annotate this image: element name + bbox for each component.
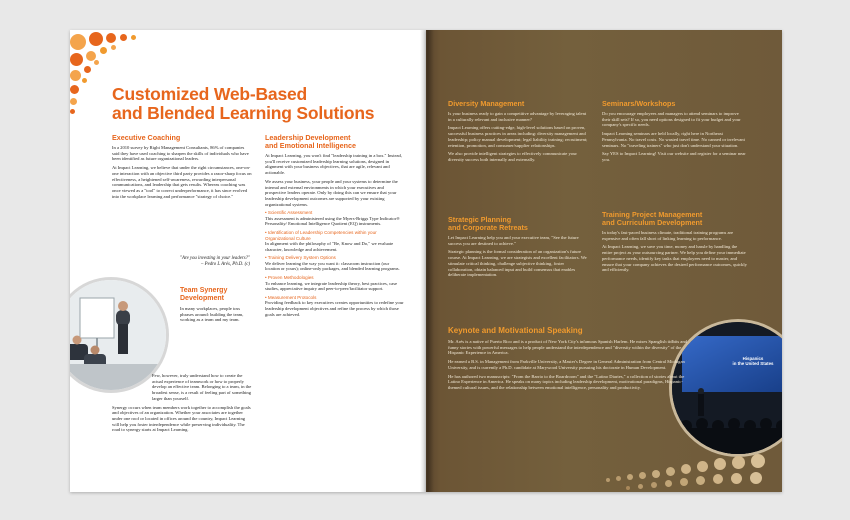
decor-dot [94, 60, 99, 65]
strategic-heading-line: and Corporate Retreats [448, 223, 528, 232]
bullet-body: In alignment with the philosophy of "Be, Know and Do," we evaluate character, knowledge and achievement. [265, 240, 394, 252]
team-synergy-section [180, 287, 250, 326]
bullet-title: • Identification of Leadership Competencies within your Organizational Culture [265, 230, 377, 241]
decor-dot [70, 98, 77, 105]
decor-dot [89, 32, 103, 46]
curriculum-heading [602, 211, 747, 227]
strategic-paragraph: Let Impact Learning help you and your executive team, "See the future success you are destined to achieve." [448, 235, 579, 246]
strategic-paragraph: Strategic planning is the formal consideration of an organization's future course. At Impact Learning, we are strategists and excellent facilitators. We stimulate critical thinking, challenge subjective thinking, foster collaboration, obtain balanced input and build consensus that enables deliberate implementation. [448, 249, 587, 278]
decor-dot [638, 484, 643, 489]
keynote-photo [672, 322, 782, 454]
decor-dot [627, 474, 633, 480]
auditorium-illustration [672, 322, 782, 454]
leadership-heading [265, 134, 405, 150]
keynote-heading: Keynote and Motivational Speaking [448, 326, 583, 335]
curriculum-paragraph: In today's fast-paced business climate, traditional training programs are expensive and often fall short of linking learning to performance. [602, 230, 734, 241]
bullet-title: • Proven Methodologies [265, 275, 314, 281]
bullet-title: • Scientific Assessment [265, 210, 313, 216]
team-paragraph: Synergy occurs when team members work together to accomplish the goals and objectives of an organization. Whether your associates are together under one roof or located in offices around the country, Impact Learning will help you foster interdependence while preserving individuality. The road to synergy starts at Impact Learning. [112, 404, 251, 433]
seminars-section [602, 100, 747, 166]
leadership-bullet [265, 295, 405, 318]
decor-dot [111, 45, 116, 50]
decor-dot [70, 53, 83, 66]
headline-line-2: and Blended Learning Solutions [112, 103, 375, 123]
team-heading-line: Development [180, 295, 224, 302]
decor-dot [626, 486, 630, 490]
decor-dot [696, 476, 705, 485]
decor-dot [606, 478, 610, 482]
decor-dot [70, 109, 75, 114]
bullet-body: To enhance learning, we integrate leadership theory, best practices, case studies, appreciative inquiry and peer-to-peer/facilitator support. [265, 280, 398, 292]
executive-coaching-heading: Executive Coaching [112, 133, 181, 142]
curriculum-heading-line: and Curriculum Development [602, 218, 703, 227]
leadership-bullet [265, 230, 405, 252]
decor-dot [82, 78, 87, 83]
bullet-title: • Training Delivery System Options [265, 255, 336, 261]
decor-dot [70, 70, 81, 81]
headline [112, 85, 412, 123]
decor-dot [731, 473, 742, 484]
bullet-body: We deliver learning the way you want it: classroom instruction (our location or yours); online-only packages, and blended learning programs. [265, 260, 400, 272]
bullet-title: • Measurement Protocols [265, 294, 317, 300]
leadership-section [265, 134, 405, 321]
keynote-paragraph: He has authored two manuscripts: "From the Barrio to the Boardroom" and the "Latino Diaries," a collection of stories about the Latino Experience in America. He speaks on many topics including leadership development, motivational paradigms, Hispanic-themed cultural issues, and the relationship between emotional intelligence, personality and productivity. [448, 373, 685, 390]
decor-dot [713, 474, 723, 484]
diversity-section [448, 100, 588, 166]
decor-dot [732, 456, 745, 469]
decor-dot [681, 464, 691, 474]
decor-dot [714, 458, 726, 470]
team-synergy-body [112, 373, 252, 436]
decor-dot [616, 476, 621, 481]
bullet-body: Providing feedback to key executives creates opportunities to redefine your leadership development objectives and refine the process by which those goals are achieved. [265, 300, 404, 317]
curriculum-paragraph: At Impact Learning, we save you time, money and hassle by handling the entire project as your outsourcing partner. We help you define your immediate performance needs, identify key tasks that employees need to master, and ensure that your company achieves the desired performance outcomes, quickly and efficiently. [602, 244, 747, 273]
executive-paragraph: At Impact Learning, we believe that under the right circumstances, one-on-one interaction with an objective third party provides a razor-sharp focus on effectiveness, a heightened self-awareness, rewarding interpersonal communications, and leadership that gets results. Whereas coaching was once viewed as a "tool" to correct underperformance, it has since evolved into the workplace learning and performance "strategy of choice." [112, 165, 252, 199]
leadership-paragraph: We assess your business, your people and your systems to determine the internal and external environments in which your executives and prospective leaders operate. Only by doing this can we ensure that your leadership development outcomes are supported by your existing organizational systems. [265, 178, 398, 207]
executive-paragraph: In a 2010 survey by Right Management Consultants, 86% of companies said they have used coaching to sharpen the skills of individuals who have been identified as future organizational leaders. [112, 145, 249, 162]
leadership-heading-line: Leadership Development [265, 133, 351, 142]
leadership-bullet [265, 255, 405, 272]
decor-dot [106, 33, 116, 43]
seminars-paragraph: Say YES to Impact Learning! Visit our website and register for a seminar near you. [602, 151, 746, 162]
keynote-paragraph: He earned a B.S. in Management from Parkville University, a Master's Degree in General Administration from Central Michigan University, and is currently a Ph.D. candidate at Marywood University pursuing his doctorate in Human Development. [448, 359, 685, 370]
screen-caption [718, 356, 782, 366]
seminars-paragraph: Impact Learning seminars are held locally, right here in Northeast Pennsylvania. No travel costs. No wasted travel time. No canned or irrelevant seminars. No "traveling trainers" who just don't understand your situation. [602, 131, 745, 148]
leadership-heading-line: and Emotional Intelligence [265, 141, 357, 150]
decor-dot [100, 47, 107, 54]
pull-quote [140, 256, 250, 268]
seminars-paragraph: Do you encourage employees and managers to attend seminars to improve their skill sets? If so, you need options designed to fit your budget and your company's specific needs. [602, 111, 741, 128]
decor-dot [131, 35, 136, 40]
decor-dot [639, 472, 646, 479]
team-heading-line: Team Synergy [180, 287, 228, 294]
bullet-body: This assessment is administered using the Myers-Briggs Type Indicator® Personality/ Emotional Intelligence Quotient (EQ) instruments. [265, 215, 400, 227]
decor-dot [70, 34, 86, 50]
decor-dot [651, 482, 657, 488]
decor-dot [680, 478, 688, 486]
quote-attribution: – Pedro L Arés, Ph.D. (c) [201, 262, 250, 267]
right-page [426, 30, 782, 492]
diversity-paragraph: Is your business ready to gain a competitive advantage by leveraging talent in a culturally relevant and inclusive manner? [448, 111, 587, 122]
quote-text: "Are you investing in your leaders?" [179, 256, 250, 261]
strategic-heading [448, 216, 588, 232]
curriculum-section [602, 211, 747, 276]
decor-dot [652, 470, 660, 478]
team-paragraph: Few, however, truly understand how to create the actual experience of teamwork or how to properly develop an effective team. Belonging to a team, in the broadest sense, is a result of feeling part of something larger than yourself. [152, 373, 252, 401]
diversity-paragraph: Impact Learning offers cutting-edge, high-level solutions based on proven, successful business practices in areas including: diversity management and leadership; policy manual development; legal liability training; recruitment; retention, promotion, and consumer/supplier relationships. [448, 125, 588, 148]
screen-caption-line: in the United States [732, 361, 774, 366]
curriculum-heading-line: Training Project Management [602, 210, 703, 219]
left-page [70, 30, 426, 492]
team-paragraph: In many workplaces, people toss phrases around: building the team, working as a team and my team. [180, 306, 244, 323]
decor-dot [750, 472, 762, 484]
diversity-heading: Diversity Management [448, 99, 525, 108]
decor-dot [84, 66, 91, 73]
decor-dot [665, 480, 672, 487]
decor-dot [666, 467, 675, 476]
diversity-paragraph: We also provide intelligent strategies to effectively communicate your diversity success both internally and externally. [448, 151, 577, 162]
decor-dot [120, 34, 127, 41]
decor-dot [70, 85, 79, 94]
keynote-paragraph: Mr. Arés is a native of Puerto Rico and is a product of New York City's infamous Spanish Harlem. He mixes Spanglish tidbits and funny stories with powerful messages to help people understand the interdependence and "diversity within the diversity" of the Hispanic Experience in America. [448, 339, 687, 356]
keynote-section [448, 326, 688, 394]
decor-dot [697, 461, 708, 472]
executive-coaching-section [112, 134, 252, 202]
seminars-heading: Seminars/Workshops [602, 99, 676, 108]
leadership-bullet [265, 275, 405, 292]
leadership-paragraph: At Impact Learning, you won't find "leadership training in a box." Instead, you'll receive customized leadership learning solutions, designed in alignment with your business objectives, that are agile, relevant and actionable. [265, 153, 402, 176]
strategic-heading-line: Strategic Planning [448, 215, 512, 224]
screen-caption-line: Hispanics [742, 356, 764, 361]
headline-line-1: Customized Web-Based [112, 84, 308, 104]
strategic-planning-section [448, 216, 588, 281]
leadership-bullet [265, 210, 405, 227]
team-synergy-heading [180, 287, 250, 303]
decor-dot [751, 454, 765, 468]
